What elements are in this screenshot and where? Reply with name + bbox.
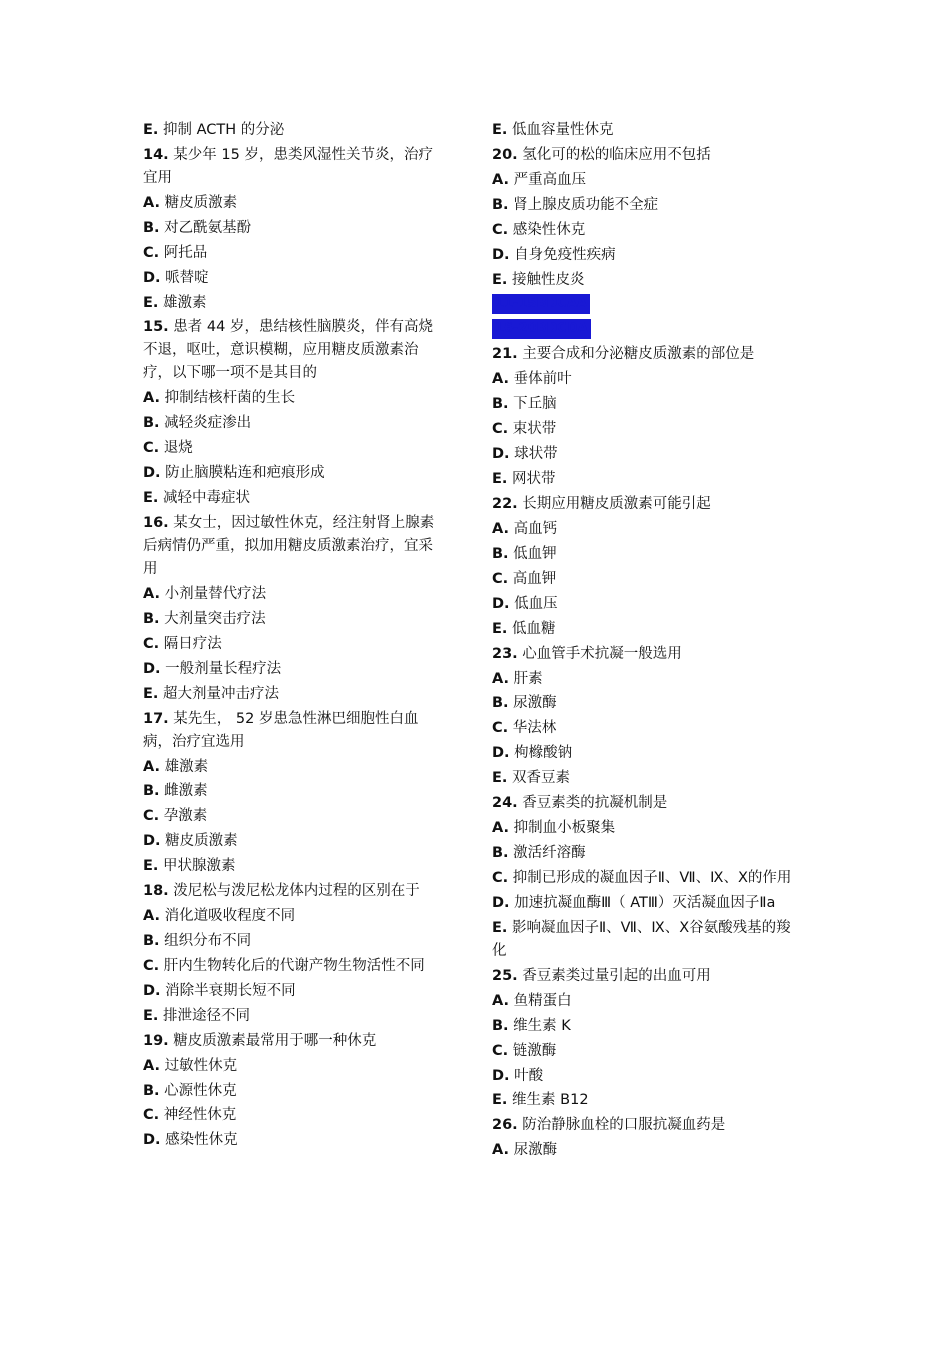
option-text: 维生素 B12	[512, 1092, 589, 1109]
question-number: 24.	[492, 795, 518, 812]
answer-option	[492, 1088, 792, 1113]
question-text: 氢化可的松的临床应用不包括	[522, 146, 711, 163]
option-text: 华法林	[512, 720, 557, 737]
answer-option	[492, 592, 792, 617]
option-text: 小剂量替代疗法	[164, 585, 267, 602]
option-text: 双香豆素	[512, 770, 571, 787]
question-stem	[143, 707, 443, 755]
question-stem	[492, 642, 792, 667]
question-number: 18.	[143, 883, 169, 900]
option-letter: B.	[143, 932, 160, 949]
option-text: 抑制已形成的凝血因子Ⅱ、Ⅶ、Ⅸ、Ⅹ的作用	[512, 869, 792, 886]
answer-option	[143, 1128, 443, 1153]
answer-key-text: 11-15BDCAA	[492, 294, 590, 314]
option-letter: D.	[143, 1132, 161, 1149]
option-letter: D.	[143, 833, 161, 850]
option-text: 减轻中毒症状	[163, 490, 251, 507]
question-text: 主要合成和分泌糖皮质激素的部位是	[522, 346, 755, 363]
answer-option	[492, 1138, 792, 1163]
answer-option	[143, 657, 443, 682]
option-text: 对乙酰氨基酚	[164, 219, 252, 236]
answer-option	[143, 486, 443, 511]
answer-option	[492, 542, 792, 567]
question-text: 患者 44 岁，患结核性脑膜炎，伴有高烧不退，呕吐，意识模糊，应用糖皮质激素治疗，以下哪一项不是其目的	[143, 319, 433, 382]
option-text: 球状带	[514, 446, 558, 463]
option-letter: B.	[143, 415, 160, 432]
question-number: 17.	[143, 710, 169, 727]
answer-option	[492, 442, 792, 467]
question-stem	[492, 492, 792, 517]
option-letter: C.	[492, 720, 509, 737]
option-text: 感染性休克	[165, 1132, 238, 1149]
option-text: 枸橼酸钠	[514, 745, 573, 762]
answer-option	[143, 386, 443, 411]
question-stem	[492, 342, 792, 367]
question-stem	[143, 143, 443, 191]
question-number: 14.	[143, 146, 169, 163]
answer-option	[143, 1103, 443, 1128]
option-letter: D.	[143, 982, 161, 999]
option-letter: E.	[492, 770, 508, 787]
option-text: 下丘脑	[513, 396, 557, 413]
answer-option	[492, 816, 792, 841]
answer-option	[492, 268, 792, 293]
option-text: 大剂量突击疗法	[164, 610, 266, 627]
answer-option	[143, 1004, 443, 1029]
option-text: 叶酸	[514, 1067, 544, 1084]
option-letter: D.	[492, 1067, 510, 1084]
answer-option	[492, 118, 792, 143]
option-text: 雄激素	[163, 294, 207, 311]
answer-option	[492, 691, 792, 716]
option-letter: D.	[143, 269, 161, 286]
option-text: 低血糖	[512, 620, 556, 637]
option-letter: E.	[492, 620, 508, 637]
answer-option	[492, 716, 792, 741]
question-text: 长期应用糖皮质激素可能引起	[522, 495, 711, 512]
answer-option	[143, 829, 443, 854]
option-text: 糖皮质激素	[165, 833, 238, 850]
answer-option	[143, 979, 443, 1004]
option-letter: A.	[492, 371, 509, 388]
option-letter: D.	[492, 745, 510, 762]
answer-option	[492, 741, 792, 766]
option-text: 雌激素	[164, 783, 208, 800]
option-letter: E.	[143, 490, 159, 507]
question-number: 23.	[492, 645, 518, 662]
answer-option	[492, 667, 792, 692]
answer-option	[492, 1064, 792, 1089]
answer-option	[143, 804, 443, 829]
option-letter: E.	[492, 919, 508, 936]
option-letter: C.	[143, 635, 160, 652]
answer-key-text: 16-20BDCDA	[492, 319, 591, 339]
question-stem	[143, 1029, 443, 1054]
answer-option	[492, 218, 792, 243]
option-text: 严重高血压	[513, 171, 587, 188]
option-text: 抑制 ACTH 的分泌	[163, 122, 285, 138]
answer-option	[492, 841, 792, 866]
answer-option	[492, 567, 792, 592]
question-text: 某女士，因过敏性休克，经注射肾上腺素后病情仍严重，拟加用糖皮质激素治疗，宜采用	[143, 514, 435, 577]
option-letter: A.	[492, 670, 509, 687]
option-text: 感染性休克	[512, 221, 586, 238]
answer-option	[492, 193, 792, 218]
left-column	[143, 118, 443, 1153]
answer-option	[143, 607, 443, 632]
answer-option	[492, 367, 792, 392]
option-text: 肝内生物转化后的代谢产物生物活性不同	[163, 957, 425, 974]
answer-option	[143, 118, 443, 143]
option-text: 激活纤溶酶	[513, 844, 586, 861]
option-text: 一般剂量长程疗法	[165, 660, 282, 677]
question-text: 心血管手术抗凝一般选用	[522, 645, 682, 662]
option-text: 低血钾	[513, 545, 557, 562]
question-text: 某少年 15 岁，患类风湿性关节炎，治疗宜用	[143, 146, 433, 186]
answer-option	[143, 216, 443, 241]
question-stem	[492, 1113, 792, 1138]
option-text: 影响凝血因子Ⅱ、Ⅶ、Ⅸ、Ⅹ谷氨酸残基的羧化	[492, 919, 791, 959]
question-number: 22.	[492, 495, 518, 512]
option-text: 过敏性休克	[164, 1057, 238, 1074]
option-text: 自身免疫性疾病	[514, 246, 616, 263]
answer-option	[143, 266, 443, 291]
option-text: 阿托品	[163, 244, 208, 261]
question-number: 26.	[492, 1117, 518, 1134]
option-letter: C.	[143, 244, 160, 261]
answer-key	[492, 292, 792, 317]
answer-option	[143, 1054, 443, 1079]
option-text: 链激酶	[512, 1042, 557, 1059]
option-letter: E.	[143, 858, 159, 875]
option-letter: D.	[492, 894, 510, 911]
option-letter: D.	[492, 595, 510, 612]
option-letter: E.	[492, 1092, 508, 1109]
option-letter: C.	[143, 808, 160, 825]
option-text: 肾上腺皮质功能不全症	[513, 196, 659, 213]
option-text: 哌替啶	[165, 269, 209, 286]
option-text: 尿激酶	[513, 1142, 558, 1159]
option-text: 退烧	[163, 440, 193, 457]
option-letter: B.	[492, 545, 509, 562]
answer-option	[143, 461, 443, 486]
option-letter: B.	[492, 844, 509, 861]
answer-option	[492, 989, 792, 1014]
option-text: 甲状腺激素	[163, 858, 236, 875]
option-letter: C.	[492, 869, 509, 886]
option-letter: B.	[492, 196, 509, 213]
option-letter: B.	[492, 1017, 509, 1034]
option-letter: A.	[143, 758, 160, 775]
option-text: 减轻炎症渗出	[164, 415, 252, 432]
question-number: 20.	[492, 146, 518, 163]
answer-option	[143, 779, 443, 804]
option-text: 防止脑膜粘连和疤痕形成	[165, 465, 325, 482]
option-text: 高血钙	[513, 520, 558, 537]
answer-option	[143, 904, 443, 929]
option-letter: A.	[143, 1057, 160, 1074]
option-letter: E.	[143, 685, 159, 702]
option-letter: A.	[492, 1142, 509, 1159]
answer-option	[143, 755, 443, 780]
question-stem	[492, 143, 792, 168]
answer-option	[143, 411, 443, 436]
answer-option	[143, 929, 443, 954]
question-stem	[492, 964, 792, 989]
option-text: 尿激酶	[513, 695, 557, 712]
option-letter: B.	[143, 219, 160, 236]
option-letter: E.	[492, 122, 508, 138]
option-text: 神经性休克	[163, 1107, 237, 1124]
answer-option	[492, 168, 792, 193]
answer-key	[492, 317, 792, 342]
option-text: 排泄途径不同	[163, 1007, 251, 1024]
answer-option	[143, 191, 443, 216]
option-letter: C.	[492, 221, 509, 238]
option-letter: A.	[492, 992, 509, 1009]
question-stem	[492, 791, 792, 816]
option-text: 消化道吸收程度不同	[164, 908, 296, 925]
option-text: 孕激素	[163, 808, 208, 825]
option-text: 网状带	[512, 471, 556, 488]
option-letter: B.	[143, 783, 160, 800]
option-letter: D.	[143, 465, 161, 482]
question-number: 15.	[143, 319, 169, 336]
option-text: 超大剂量冲击疗法	[163, 685, 280, 702]
option-text: 垂体前叶	[513, 371, 572, 388]
answer-option	[492, 891, 792, 916]
question-text: 泼尼松与泼尼松龙体内过程的区别在于	[173, 883, 420, 900]
right-column	[492, 118, 792, 1163]
answer-option	[143, 632, 443, 657]
option-letter: E.	[492, 471, 508, 488]
option-text: 消除半衰期长短不同	[165, 982, 296, 999]
answer-option	[492, 617, 792, 642]
option-text: 接触性皮炎	[512, 271, 585, 288]
question-text: 防治静脉血栓的口服抗凝血药是	[522, 1117, 726, 1134]
question-text: 糖皮质激素最常用于哪一种休克	[173, 1032, 377, 1049]
answer-option	[143, 854, 443, 879]
option-text: 鱼精蛋白	[513, 992, 572, 1009]
answer-option	[143, 954, 443, 979]
option-text: 低血压	[514, 595, 558, 612]
answer-option	[492, 467, 792, 492]
question-number: 25.	[492, 967, 518, 984]
option-letter: E.	[143, 294, 159, 311]
question-number: 21.	[492, 346, 518, 363]
option-text: 维生素 K	[513, 1017, 571, 1034]
option-letter: A.	[143, 194, 160, 211]
option-letter: B.	[143, 1082, 160, 1099]
option-text: 束状带	[512, 421, 557, 438]
option-letter: A.	[143, 908, 160, 925]
answer-option	[492, 766, 792, 791]
option-letter: C.	[492, 570, 509, 587]
option-letter: C.	[143, 957, 160, 974]
option-letter: A.	[492, 171, 509, 188]
answer-option	[143, 241, 443, 266]
answer-option	[143, 436, 443, 461]
option-letter: E.	[143, 122, 159, 138]
answer-option	[492, 392, 792, 417]
option-letter: C.	[492, 1042, 509, 1059]
option-letter: D.	[492, 246, 510, 263]
answer-option	[492, 866, 792, 891]
option-text: 抑制结核杆菌的生长	[164, 390, 296, 407]
option-letter: D.	[492, 446, 510, 463]
answer-option	[143, 682, 443, 707]
answer-option	[143, 291, 443, 316]
answer-option	[492, 243, 792, 268]
option-text: 组织分布不同	[164, 932, 252, 949]
question-number: 19.	[143, 1032, 169, 1049]
option-letter: A.	[143, 585, 160, 602]
option-letter: C.	[492, 421, 509, 438]
question-stem	[143, 879, 443, 904]
option-letter: B.	[143, 610, 160, 627]
option-text: 隔日疗法	[163, 635, 222, 652]
option-letter: E.	[143, 1007, 159, 1024]
question-text: 香豆素类过量引起的出血可用	[522, 967, 711, 984]
answer-option	[143, 582, 443, 607]
question-number: 16.	[143, 514, 169, 531]
answer-option	[492, 517, 792, 542]
option-text: 加速抗凝血酶Ⅲ（ ATⅢ）灭活凝血因子Ⅱa	[514, 894, 776, 911]
option-letter: D.	[143, 660, 161, 677]
option-letter: E.	[492, 271, 508, 288]
option-text: 低血容量性休克	[512, 122, 614, 138]
option-letter: B.	[492, 396, 509, 413]
question-stem	[143, 315, 443, 386]
option-letter: A.	[143, 390, 160, 407]
question-text: 某先生， 52 岁患急性淋巴细胞性白血病，治疗宜选用	[143, 710, 419, 750]
option-letter: A.	[492, 520, 509, 537]
answer-option	[143, 1079, 443, 1104]
option-text: 肝素	[513, 670, 543, 687]
option-text: 雄激素	[164, 758, 209, 775]
option-letter: C.	[143, 440, 160, 457]
option-letter: C.	[143, 1107, 160, 1124]
question-stem	[143, 511, 443, 582]
option-letter: A.	[492, 820, 509, 837]
option-text: 心源性休克	[164, 1082, 237, 1099]
option-letter: B.	[492, 695, 509, 712]
answer-option	[492, 1014, 792, 1039]
option-text: 糖皮质激素	[164, 194, 238, 211]
answer-option	[492, 1039, 792, 1064]
question-text: 香豆素类的抗凝机制是	[522, 795, 668, 812]
answer-option	[492, 916, 792, 964]
answer-option	[492, 417, 792, 442]
option-text: 高血钾	[512, 570, 557, 587]
option-text: 抑制血小板聚集	[513, 820, 616, 837]
